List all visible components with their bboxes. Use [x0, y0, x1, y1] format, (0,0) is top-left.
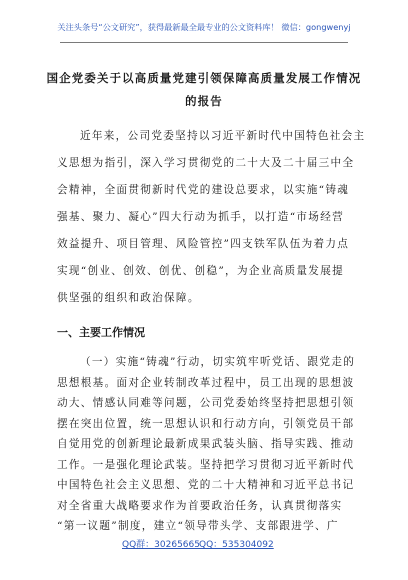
section-line: 摆在突出位置，统一思想认识和行动方向，引领党员干部: [57, 417, 355, 430]
intro-line: 义思想为指引，深入学习贯彻党的二十大及二十届三中全: [57, 157, 355, 169]
section-line: “第一议题”制度，建立“领导带头学、支部跟进学、广: [57, 520, 339, 532]
intro-line: 实现“创业、创效、创优、创稳”，为企业高质量发展提: [57, 265, 344, 277]
header-notice: 关注头条号“公文研究”，获得最新最全最专业的公文资料库！ 微信：gongwenyj: [57, 22, 351, 32]
section-line: 动大、情感认同难等问题，公司党委始终坚持把思想引领: [57, 397, 355, 409]
intro-line: 近年来，公司党委坚持以习近平新时代中国特色社会主: [80, 130, 366, 142]
header-divider: [60, 42, 348, 43]
section-heading: 一、主要工作情况: [57, 326, 145, 339]
intro-line: 供坚强的组织和政治保障。: [57, 292, 200, 304]
document-title-line-2: 的报告: [185, 94, 223, 108]
document-title-line-1: 国企党委关于以高质量党建引领保障高质量发展工作情况: [46, 71, 362, 85]
footer-qq[interactable]: QQ：535304092: [199, 540, 274, 550]
section-line: 工作。一是强化理论武装。坚持把学习贯彻习近平新时代: [57, 458, 355, 471]
section-line: 对全省重大战略要求作为首要政治任务，认真贯彻落实: [57, 499, 343, 512]
section-line: 自觉用党的创新理论最新成果武装头脑、指导实践、推动: [57, 438, 355, 450]
intro-line: 效益提升、项目管理、风险管控”四支铁军队伍为着力点: [57, 238, 350, 250]
footer-qq-group[interactable]: QQ群：30265665: [122, 540, 200, 550]
section-line: 思想根基。面对企业转制改革过程中，员工出现的思想波: [57, 376, 355, 389]
section-line: （一）实施“铸魂”行动，切实筑牢听党话、跟党走的: [80, 356, 356, 368]
intro-line: 强基、聚力、凝心”四大行动为抓手，以打造“市场经营: [57, 211, 344, 223]
section-line: 中国特色社会主义思想、党的二十大精神和习近平总书记: [57, 479, 355, 491]
intro-line: 会精神，全面贯彻新时代党的建设总要求，以实施“铸魂: [57, 184, 350, 196]
